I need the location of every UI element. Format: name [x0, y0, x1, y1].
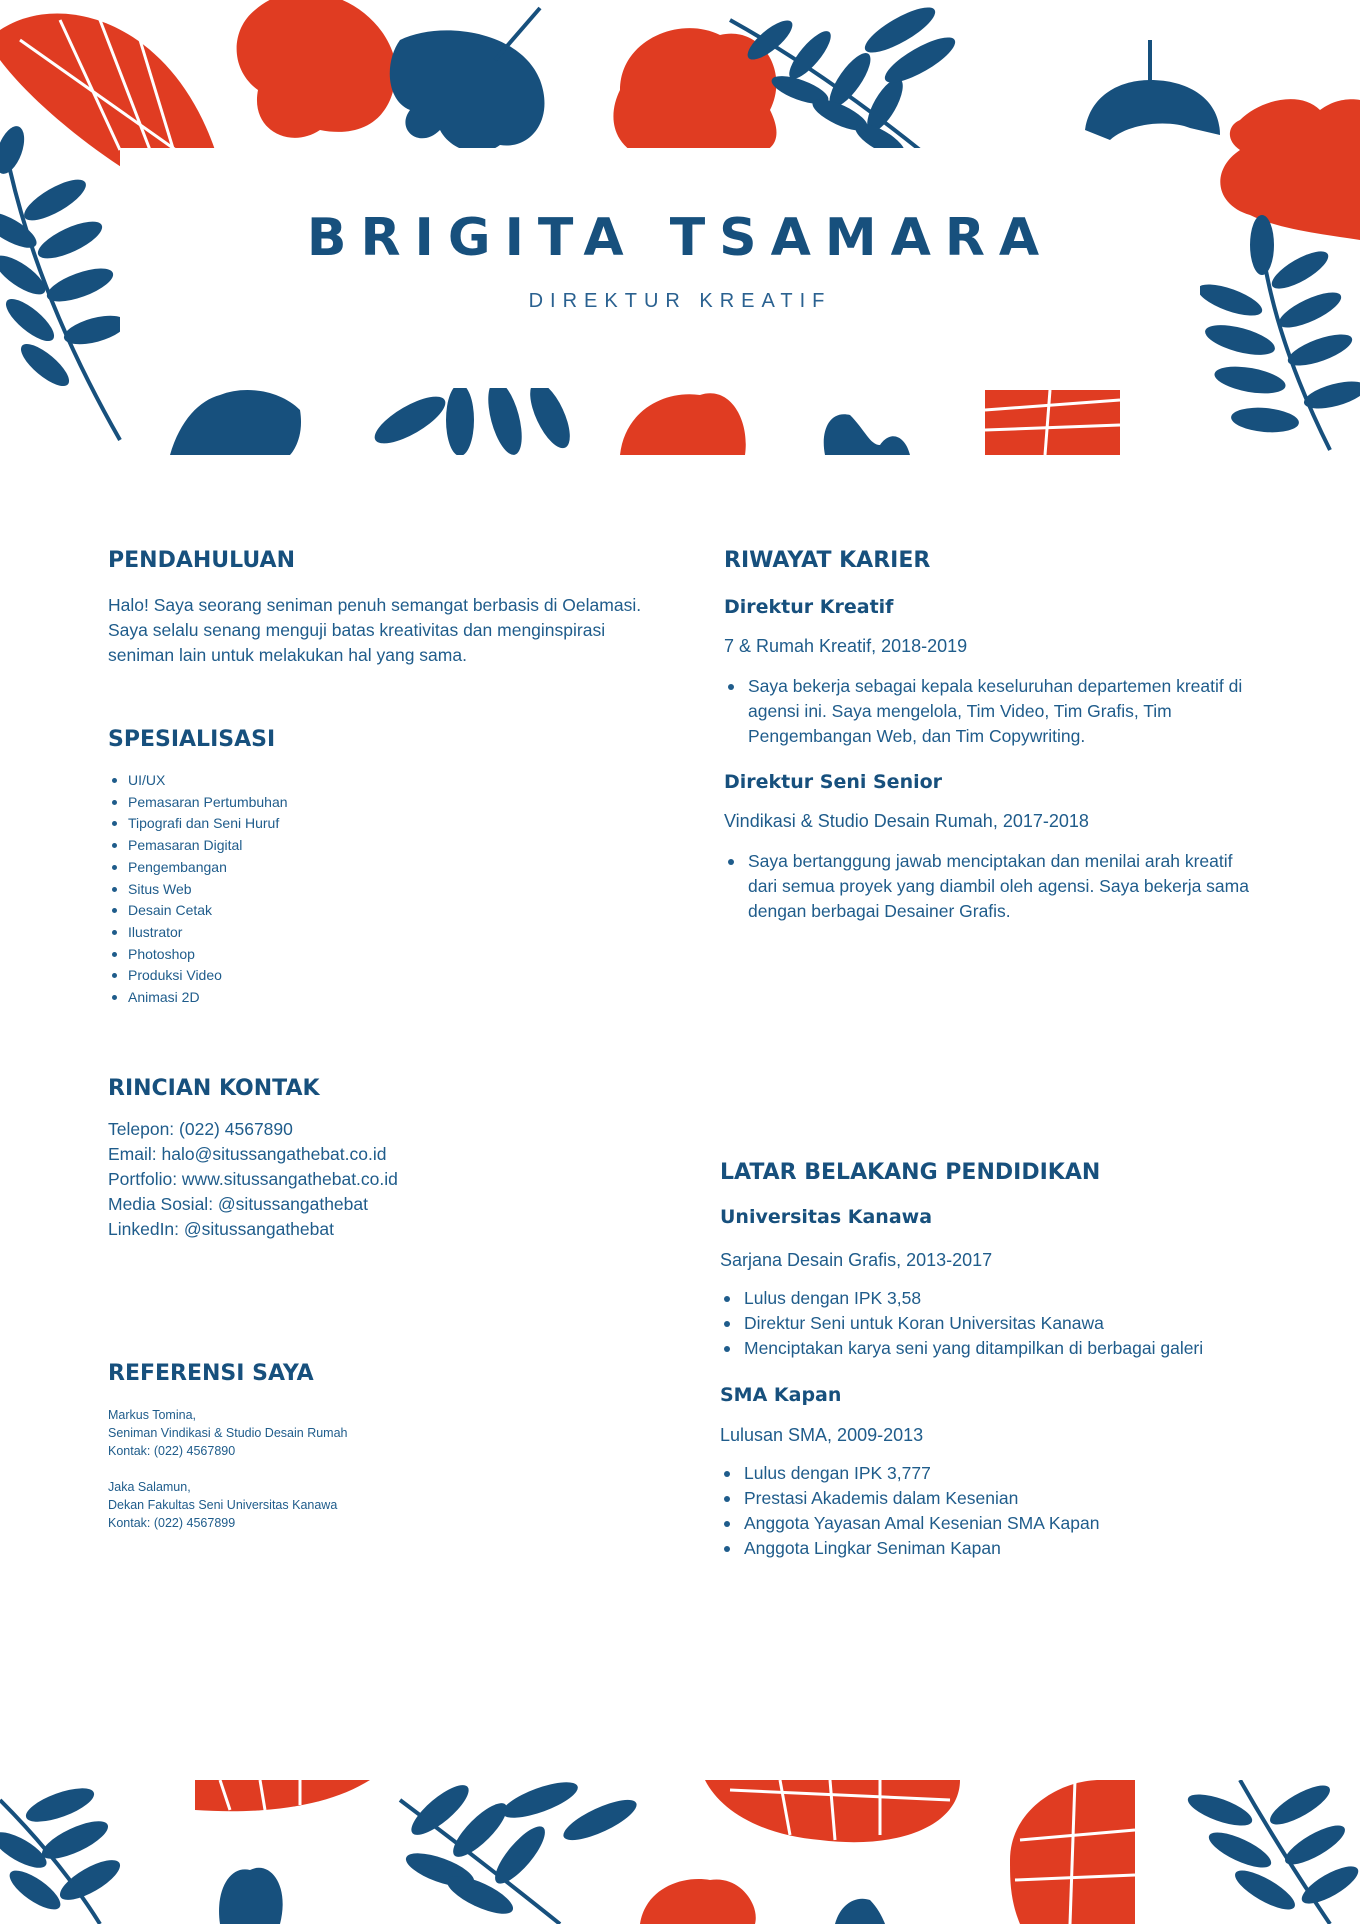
contact-linkedin: LinkedIn: @situssangathebat [108, 1219, 334, 1239]
school-name: Universitas Kanawa [720, 1206, 933, 1228]
list-item: Lulus dengan IPK 3,777 [720, 1461, 1320, 1486]
list-item: Pemasaran Pertumbuhan [108, 792, 508, 814]
list-item: Anggota Yayasan Amal Kesenian SMA Kapan [720, 1511, 1320, 1536]
list-item: Tipografi dan Seni Huruf [108, 813, 508, 835]
reference-name: Markus Tomina, [108, 1408, 196, 1422]
reference-role: Dekan Fakultas Seni Universitas Kanawa [108, 1498, 338, 1512]
orange-banana-leaf-icon [985, 390, 1120, 455]
job-description-line: dari semua proyek yang diambil oleh agensi. Saya bekerja sama [748, 876, 1249, 896]
blue-monstera-icon [390, 8, 545, 152]
list-item: Anggota Lingkar Seniman Kapan [720, 1536, 1320, 1561]
references-list [108, 1406, 608, 1532]
orange-flower-bottom-center-icon [640, 1879, 756, 1924]
job-description-line: Saya bertanggung jawab menciptakan dan menilai arah kreatif [748, 851, 1233, 871]
orange-blob-icon [237, 0, 396, 138]
blue-sprout-bottom-icon [835, 1899, 885, 1924]
school-degree: Lulusan SMA, 2009-2013 [720, 1425, 924, 1445]
list-item: Animasi 2D [108, 987, 508, 1009]
job-description-line: Pengembangan Web, dan Tim Copywriting. [748, 726, 1086, 746]
specialization-heading: SPESIALISASI [108, 727, 276, 752]
list-item: Lulus dengan IPK 3,58 [720, 1286, 1320, 1311]
job-org: 7 & Rumah Kreatif, 2018-2019 [724, 636, 968, 656]
list-item: Menciptakan karya seni yang ditampilkan di berbagai galeri [720, 1336, 1320, 1361]
list-item: Ilustrator [108, 922, 508, 944]
orange-flower-bottom-icon [620, 393, 746, 455]
contact-heading: RINCIAN KONTAK [108, 1076, 320, 1101]
school-achievements [720, 1461, 1320, 1561]
reference-name: Jaka Salamun, [108, 1480, 191, 1494]
resume-job-title: DIREKTUR KREATIF [528, 290, 832, 312]
list-item: UI/UX [108, 770, 508, 792]
blue-fern-bottom-left-icon [0, 1781, 125, 1924]
list-item: Pengembangan [108, 857, 508, 879]
job-description [724, 849, 1284, 924]
job-title: Direktur Kreatif [724, 596, 894, 618]
list-item: Situs Web [108, 879, 508, 901]
list-item: Direktur Seni untuk Koran Universitas Kanawa [720, 1311, 1320, 1336]
specialization-list [108, 770, 508, 1009]
contact-portfolio: Portfolio: www.situssangathebat.co.id [108, 1169, 398, 1189]
job-description [724, 674, 1284, 749]
intro-line: seniman lain untuk melakukan hal yang sama. [108, 645, 467, 665]
reference-entry [108, 1478, 608, 1532]
list-item: Prestasi Akademis dalam Kesenian [720, 1486, 1320, 1511]
reference-role: Seniman Vindikasi & Studio Desain Rumah [108, 1426, 348, 1440]
job-description-line: agensi ini. Saya mengelola, Tim Video, Tim Grafis, Tim [748, 701, 1172, 721]
contact-social: Media Sosial: @situssangathebat [108, 1194, 368, 1214]
education-heading: LATAR BELAKANG PENDIDIKAN [720, 1160, 1101, 1185]
bottom-botanical-decoration [0, 1780, 1360, 1924]
orange-banana-leaf-bottom-right-icon [1010, 1780, 1135, 1924]
blue-fern-bottom-right-icon [1184, 1780, 1360, 1924]
reference-entry [108, 1406, 608, 1460]
intro-text [108, 593, 668, 668]
contact-phone: Telepon: (022) 4567890 [108, 1119, 293, 1139]
list-item [724, 849, 1284, 924]
job-title: Direktur Seni Senior [724, 771, 943, 793]
blue-leaf-cluster-icon [368, 376, 578, 455]
reference-contact: Kontak: (022) 4567899 [108, 1516, 236, 1530]
blue-fern-bottom-center-icon [400, 1780, 641, 1924]
list-item: Produksi Video [108, 965, 508, 987]
header-panel [120, 148, 1200, 388]
job-org: Vindikasi & Studio Desain Rumah, 2017-2018 [724, 811, 1089, 831]
orange-leaf-bottom-icon [705, 1780, 960, 1842]
intro-heading: PENDAHULUAN [108, 548, 295, 573]
blue-mushroom-icon [1085, 40, 1220, 140]
blue-blob-icon [170, 390, 301, 455]
list-item: Desain Cetak [108, 900, 508, 922]
school-degree: Sarjana Desain Grafis, 2013-2017 [720, 1250, 993, 1270]
intro-line: Halo! Saya seorang seniman penuh semangat berbasis di Oelamasi. [108, 595, 642, 615]
list-item: Photoshop [108, 944, 508, 966]
resume-name: BRIGITA TSAMARA [306, 208, 1054, 268]
references-heading: REFERENSI SAYA [108, 1361, 314, 1386]
career-heading: RIWAYAT KARIER [724, 548, 931, 573]
blue-sprout-icon [824, 414, 910, 455]
list-item [724, 674, 1284, 749]
school-achievements [720, 1286, 1320, 1361]
blue-blob-bottom-icon [219, 1868, 283, 1924]
contact-email: Email: halo@situssangathebat.co.id [108, 1144, 387, 1164]
school-name: SMA Kapan [720, 1384, 842, 1406]
job-description-line: dengan berbagai Desainer Grafis. [748, 901, 1011, 921]
contact-details [108, 1117, 668, 1242]
intro-line: Saya selalu senang menguji batas kreativitas dan menginspirasi [108, 620, 606, 640]
job-description-line: Saya bekerja sebagai kepala keseluruhan departemen kreatif di [748, 676, 1243, 696]
blue-fern-left-icon [0, 122, 129, 440]
reference-contact: Kontak: (022) 4567890 [108, 1444, 236, 1458]
orange-banana-leaf-bottom-icon [195, 1780, 370, 1811]
list-item: Pemasaran Digital [108, 835, 508, 857]
